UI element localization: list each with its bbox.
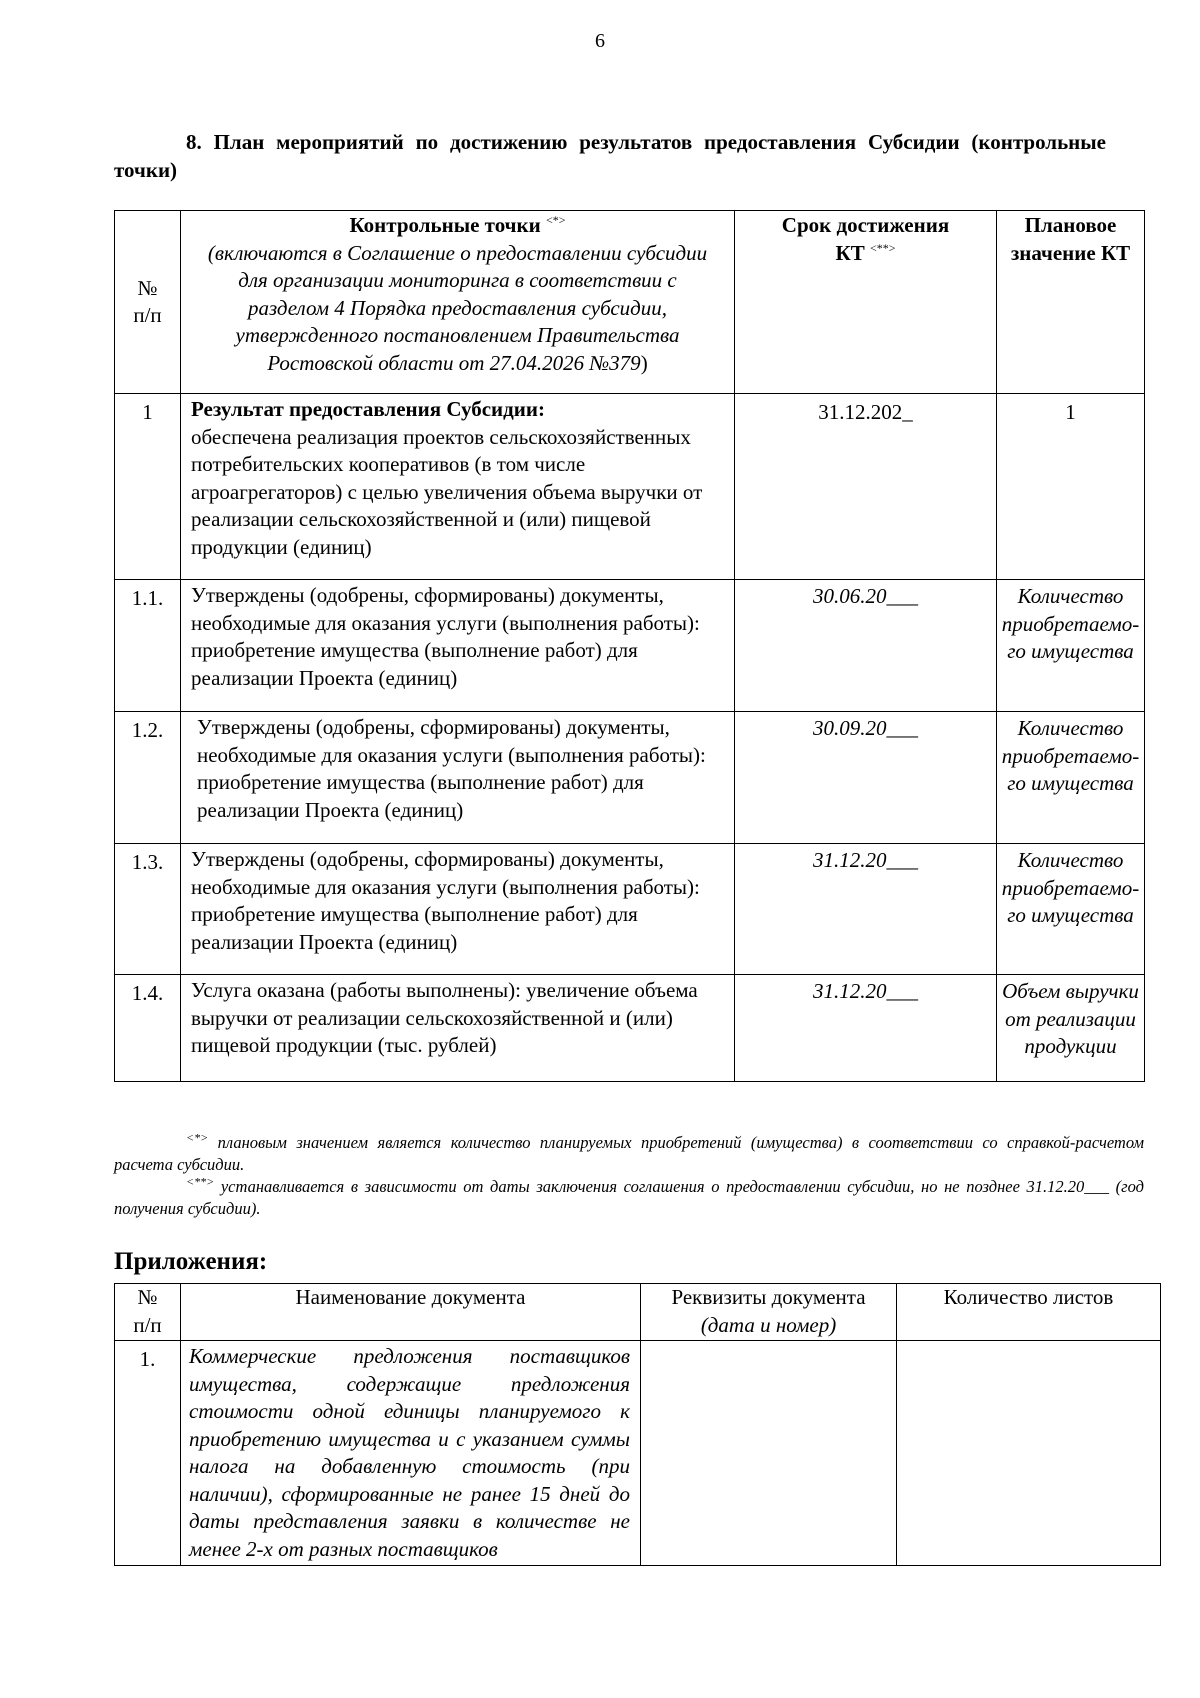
row-value: Количество приобретаемо-го имущества xyxy=(997,580,1145,712)
header-deadline: Срок достижения КТ <**> xyxy=(735,211,997,394)
row-date: 30.06.20___ xyxy=(735,580,997,712)
row-date: 31.12.20___ xyxy=(735,844,997,975)
row-num: 1.1. xyxy=(115,580,181,712)
row-text: Утверждены (одобрены, сформированы) документы, необходимые для оказания услуги (выполнения работы): приобретение имущества (выполнение работ) для реализации Проекта (единиц) xyxy=(181,580,735,712)
row-num: 1.2. xyxy=(115,712,181,844)
control-points-table xyxy=(114,210,1145,1082)
appendix-header-sheets: Количество листов xyxy=(897,1284,1161,1341)
table-row xyxy=(115,394,1145,580)
table-row xyxy=(115,975,1145,1082)
section-title: 8. План мероприятий по достижению результатов предоставления Субсидии (контрольные точки) xyxy=(114,130,1106,182)
row-date: 31.12.20___ xyxy=(735,975,997,1082)
table-header-row xyxy=(115,211,1145,394)
appendix-header-name: Наименование документа xyxy=(181,1284,641,1341)
table-row xyxy=(115,712,1145,844)
page-number: 6 xyxy=(595,30,605,52)
appendix-row xyxy=(115,1341,1161,1566)
row-num: 1 xyxy=(115,394,181,580)
header-control-points: Контрольные точки <*> (включаются в Соглашение о предоставлении субсидии для организации мониторинга в соответствии с разделом 4 Порядка предоставления субсидии, утвержденного постановлением Правительства Ростовской области от 27.04.2026 №379) xyxy=(181,211,735,394)
footnotes xyxy=(114,1132,1144,1220)
appendix-row-details xyxy=(641,1341,897,1566)
appendix-header-num: № п/п xyxy=(115,1284,181,1341)
row-value: Количество приобретаемо-го имущества xyxy=(997,844,1145,975)
appendix-heading: Приложения: xyxy=(114,1248,268,1275)
row-date: 30.09.20___ xyxy=(735,712,997,844)
row-text: Утверждены (одобрены, сформированы) документы, необходимые для оказания услуги (выполнения работы): приобретение имущества (выполнение работ) для реализации Проекта (единиц) xyxy=(181,712,735,844)
row-text: Результат предоставления Субсидии: обеспечена реализация проектов сельскохозяйственных потребительских кооперативов (в том числе агроагрегаторов) с целью увеличения объема выручки от реализации сельскохозяйственной и (или) пищевой продукции (единиц) xyxy=(181,394,735,580)
footnote-1: <*> плановым значением является количество планируемых приобретений (имущества) в соответствии со справкой-расчетом расчета субсидии. xyxy=(114,1130,1145,1174)
appendix-header-row xyxy=(115,1284,1161,1341)
row-value: Количество приобретаемо-го имущества xyxy=(997,712,1145,844)
header-planned-value: Плановое значение КТ xyxy=(997,211,1145,394)
row-date: 31.12.202_ xyxy=(735,394,997,580)
row-text: Утверждены (одобрены, сформированы) документы, необходимые для оказания услуги (выполнения работы): приобретение имущества (выполнение работ) для реализации Проекта (единиц) xyxy=(181,844,735,975)
footnote-2: <**> устанавливается в зависимости от даты заключения соглашения о предоставлении субсидии, но не позднее 31.12.20___ (год получения субсидии). xyxy=(114,1174,1144,1218)
appendix-row-sheets xyxy=(897,1341,1161,1566)
row-num: 1.3. xyxy=(115,844,181,975)
appendix-table xyxy=(114,1283,1161,1566)
header-num: № п/п xyxy=(115,211,181,394)
row-value: 1 xyxy=(997,394,1145,580)
appendix-row-num: 1. xyxy=(115,1341,181,1566)
header-control-points-title: Контрольные точки xyxy=(349,213,541,237)
appendix-header-details: Реквизиты документа (дата и номер) xyxy=(641,1284,897,1341)
row-text: Услуга оказана (работы выполнены): увеличение объема выручки от реализации сельскохозяйственной и (или) пищевой продукции (тыс. рублей) xyxy=(181,975,735,1082)
appendix-row-name: Коммерческие предложения поставщиков имущества, содержащие предложения стоимости одной единицы планируемого к приобретению имущества и с указанием суммы налога на добавленную стоимость (при наличии), сформированные не ранее 15 дней до даты представления заявки в количестве не менее 2-х от разных поставщиков xyxy=(181,1341,641,1566)
table-row xyxy=(115,580,1145,712)
row-value: Объем выручки от реализации продукции xyxy=(997,975,1145,1082)
header-control-points-note: (включаются в Соглашение о предоставлении субсидии для организации мониторинга в соответствии с разделом 4 Порядка предоставления субсидии, утвержденного постановлением Правительства Ростовской области от 27.04.2026 №379 xyxy=(207,240,708,375)
row-num: 1.4. xyxy=(115,975,181,1082)
table-row xyxy=(115,844,1145,975)
